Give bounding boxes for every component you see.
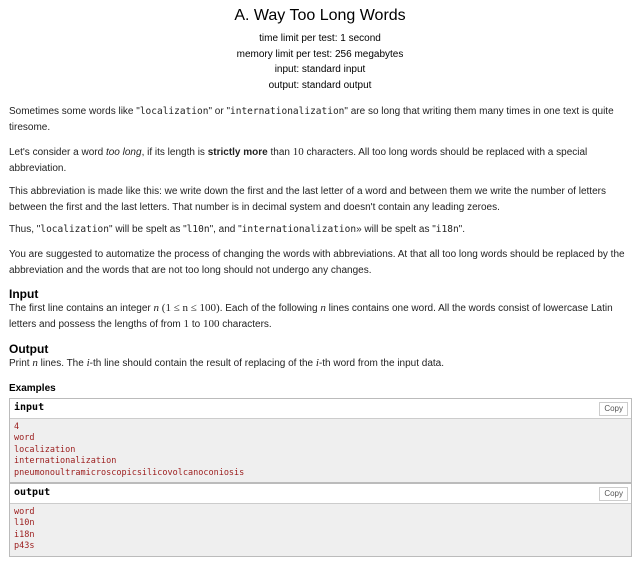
copy-input-button[interactable]: Copy xyxy=(599,402,628,416)
input-spec: input: standard input xyxy=(274,64,366,75)
code-localization: localization xyxy=(139,106,209,117)
example-output-line: l10n xyxy=(14,518,35,529)
math-number-1: 1 xyxy=(183,317,190,330)
example-input-line: 4 xyxy=(14,422,20,432)
emphasis-too-long: too long xyxy=(105,147,142,158)
text: The first line contains an integer xyxy=(9,303,154,314)
math-var-n: n xyxy=(320,302,326,314)
text: ". xyxy=(458,224,465,235)
text: -th word from the input data. xyxy=(318,358,445,369)
code-localization: localization xyxy=(40,224,109,235)
example-output-line: i18n xyxy=(14,529,35,540)
example-output-box xyxy=(9,483,632,557)
statement-paragraph-4 xyxy=(9,222,631,238)
text: Print xyxy=(9,358,33,369)
math-var-n: n xyxy=(32,357,38,369)
code-l10n: l10n xyxy=(186,224,210,235)
memory-limit: memory limit per test: 256 megabytes xyxy=(236,48,404,60)
output-section-text xyxy=(9,356,631,372)
text: characters. xyxy=(219,318,272,330)
text: Thus, " xyxy=(9,224,41,235)
example-input-box xyxy=(9,398,632,483)
code-internationalization: internationalization xyxy=(241,224,357,235)
text: Sometimes some words like " xyxy=(9,106,140,117)
text: ", and " xyxy=(209,224,242,235)
example-input-line: pneumonoultramicroscopicsilicovolcanoconiosis xyxy=(14,467,245,478)
example-output-header xyxy=(10,484,631,504)
problem-title: A. Way Too Long Words xyxy=(234,7,406,24)
problem-page xyxy=(0,6,640,576)
problem-header xyxy=(0,6,640,93)
examples-title: Examples xyxy=(9,383,56,394)
text: . Each of the following xyxy=(219,303,321,314)
example-output-content[interactable] xyxy=(10,504,631,556)
example-input-header xyxy=(10,399,631,419)
text: characters. All too long words should be replaced with a special abbreviation. xyxy=(9,147,588,174)
math-var-i: i xyxy=(315,357,319,369)
copy-output-button[interactable]: Copy xyxy=(599,487,628,501)
time-limit: time limit per test: 1 second xyxy=(259,33,381,44)
example-input-line: word xyxy=(14,433,35,444)
input-section-text xyxy=(9,301,631,332)
input-section-title: Input xyxy=(9,287,39,301)
statement-paragraph-5: You are suggested to automatize the process of changing the words with abbreviations. At that all too long words should be replaced by the abbreviation and the words that are not too long should not undergo any changes. xyxy=(9,249,625,276)
statement-paragraph-2 xyxy=(9,145,631,176)
math-range: (1 ≤ n ≤ 100) xyxy=(159,302,220,314)
math-number-100: 100 xyxy=(202,317,220,330)
example-output-line: word xyxy=(14,507,35,517)
text: » will be spelt as " xyxy=(356,224,436,235)
math-var-n: n xyxy=(153,302,160,314)
code-internationalization: internationalization xyxy=(230,106,345,117)
text: to xyxy=(189,318,203,330)
text: than xyxy=(267,147,293,158)
strong-strictly-more: strictly more xyxy=(207,147,268,158)
example-input-line: internationalization xyxy=(14,456,117,467)
example-input-content[interactable] xyxy=(10,419,631,482)
text: " will be spelt as " xyxy=(108,224,187,235)
problem-limits xyxy=(0,31,640,93)
output-section-title: Output xyxy=(9,342,49,356)
math-var-i: i xyxy=(86,357,90,369)
text: lines contains one word. All the words consist of lowercase Latin letters and possess the lengths of from xyxy=(9,303,613,330)
text: , if its length is xyxy=(141,147,208,158)
math-n-range xyxy=(154,302,220,314)
example-input-label: input xyxy=(14,402,45,413)
math-number-10: 10 xyxy=(292,146,304,158)
text: lines. The xyxy=(37,358,87,369)
statement-paragraph-3: This abbreviation is made like this: we write down the first and the last letter of a word and between them we write the number of letters between the first and the last letters. That number is in decimal system and doesn't contain any leading zeroes. xyxy=(9,186,606,213)
text: " are so long that writing them many times in one text is quite tiresome. xyxy=(9,106,614,133)
code-i18n: i18n xyxy=(435,224,459,235)
output-spec: output: standard output xyxy=(268,79,372,91)
text: " or " xyxy=(208,106,231,117)
example-output-line: p43s xyxy=(14,541,35,552)
text: Let's consider a word xyxy=(9,147,106,158)
statement-paragraph-1 xyxy=(9,104,631,135)
text: -th line should contain the result of replacing of the xyxy=(89,358,316,369)
example-output-label: output xyxy=(14,487,51,498)
example-input-line: localization xyxy=(14,444,76,455)
